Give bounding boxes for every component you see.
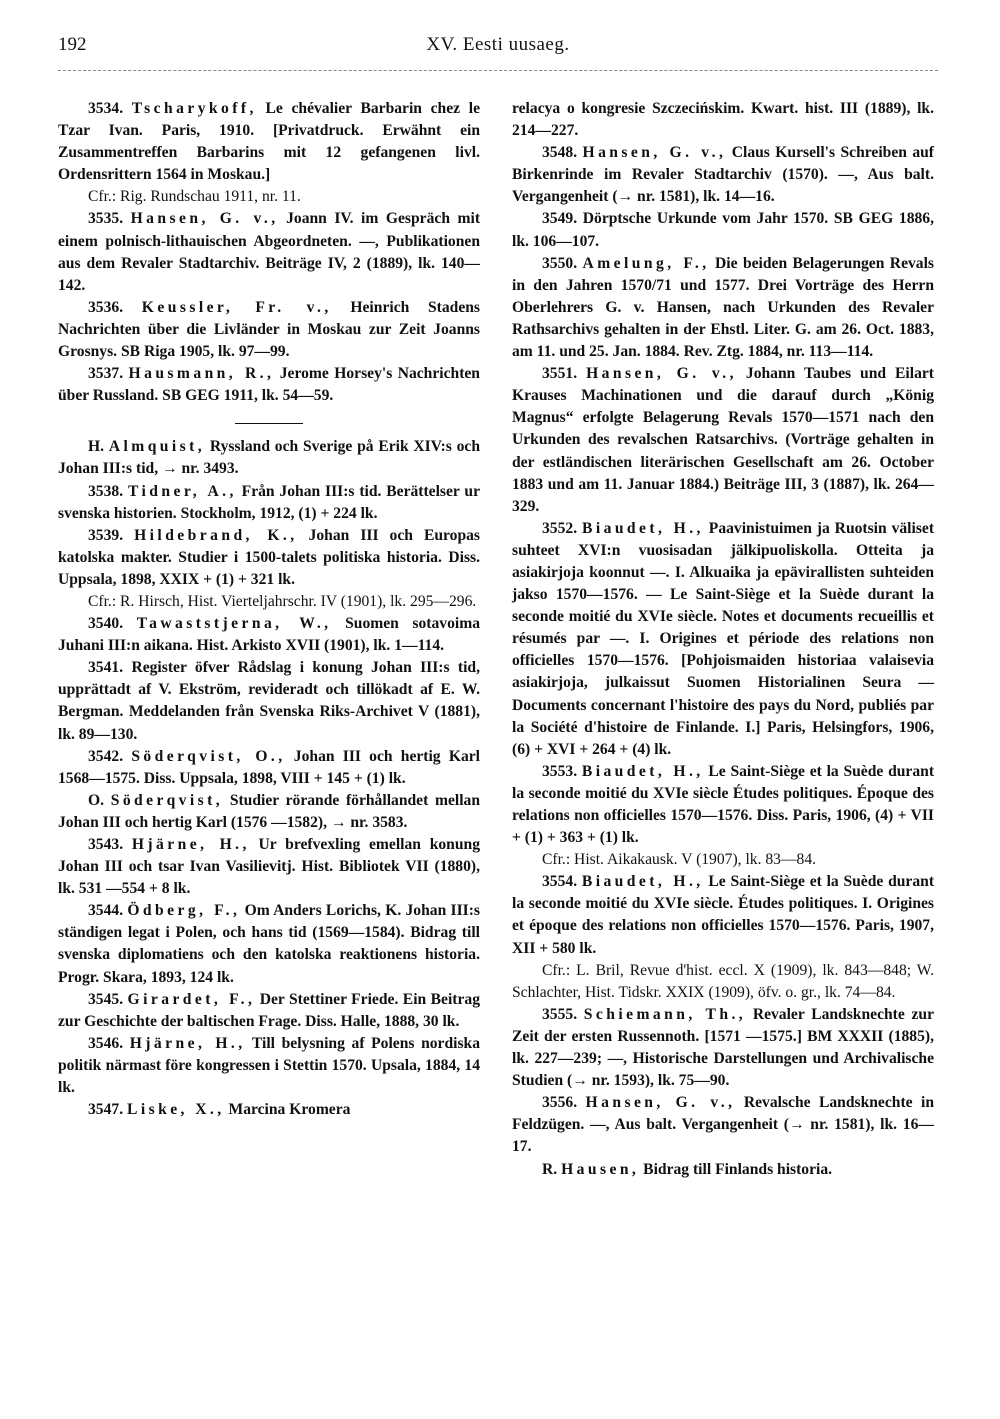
cfr-text: Cfr.: R. Hirsch, Hist. Vierteljahrschr. IV (1901), lk. 295—296. bbox=[88, 592, 477, 610]
entry-text: Paavinistuimen ja Ruotsin väliset suhteet XVI:n vuosisadan jälkipuoliskolla. Otteita ja asiakirjoja koonnut —. I. Alkuaika ja epävirallisten suhteiden jakso 1570—1576. — Le Saint-Siège et la Suède durant la seconde moitié du XVIe siècle. Notes et documents recueillis et résumés par —. I. Origines et période des relations non officielles 1570—1576. [Pohjoismaiden historiaa valaisevia asiakirjoja, julkaissut Suomen Historialinen Seura — Documents concernant l'histoire des pays du Nord, publiés par la Société d'histoire de Finlande. I.] Paris, Helsingfors, 1906, (6) + XVI + 264 + (4) lk. bbox=[512, 519, 935, 758]
bibliography-entry bbox=[58, 363, 480, 407]
author-initial: R. bbox=[542, 1160, 558, 1178]
entry-author: Hjärne, H., bbox=[131, 836, 250, 853]
entry-author: Liske, X., bbox=[127, 1101, 225, 1119]
bibliography-entry bbox=[58, 1099, 480, 1121]
entry-text: Die beiden Belagerungen Revals in den Jahren 1570/71 und 1577. Drei Vorträge des Herrn Oberlehrers G. v. Hansen, nach Urkunden des Revaler Rathsarchivs gehalten in der Ehstl. Liter. G. am 26. Oct. 1883, am 11. und 25. Jan. 1884. Rev. Ztg. 1884, nr. 113—114. bbox=[512, 254, 934, 361]
entry-text: relacya o kongresie Szczecińskim. Kwart. hist. III (1889), lk. 214—227. bbox=[512, 100, 934, 140]
entry-continuation bbox=[512, 98, 934, 142]
header-rule bbox=[58, 70, 938, 71]
entry-text: Om Anders Lorichs, K. Johan III:s ständigen legat i Polen, och hans tid (1569—1584). Bidrag till svenska diplomatiens och den katolska reaktionens historia. Progr. Skara, 1893, 124 lk. bbox=[58, 902, 480, 986]
bibliography-entry bbox=[58, 613, 480, 657]
entry-number: 3538. bbox=[88, 482, 124, 500]
entry-number: 3537. bbox=[88, 365, 124, 383]
bibliography-entry bbox=[58, 436, 480, 480]
bibliography-entry bbox=[512, 761, 934, 849]
entry-author: Tscharykoff, bbox=[131, 100, 257, 117]
entry-number: 3540. bbox=[88, 615, 124, 633]
section-separator bbox=[235, 423, 303, 424]
bibliography-entry bbox=[512, 363, 934, 518]
entry-text: Till belysning af Polens nordiska politik närmast före kongressen i Stettin 1570. Upsala, 1884, 14 lk. bbox=[58, 1034, 480, 1097]
review-reference bbox=[58, 591, 480, 613]
bibliography-entry bbox=[58, 98, 480, 186]
entry-author: Amelung, F., bbox=[582, 254, 710, 272]
entry-author: Girardet, F., bbox=[127, 990, 256, 1008]
bibliography-entry bbox=[512, 142, 934, 208]
cfr-text: Cfr.: Rig. Rundschau 1911, nr. 11. bbox=[88, 188, 301, 206]
bibliography-entry bbox=[58, 900, 480, 988]
entry-number: 3554. bbox=[542, 873, 578, 891]
entry-text: Register öfver Rådslag i konung Johan III:s tid, upprättadt af V. Ekström, revideradt och tillökadt af E. W. Bergman. Meddelanden från Svenska Riks-Archivet V (1881), lk. 89—130. bbox=[58, 659, 480, 743]
entry-author: Hansen, G. v., bbox=[130, 210, 279, 228]
entry-text: Marcina Kromera bbox=[224, 1101, 351, 1119]
entry-text: Från Johan III:s tid. Berättelser ur svenska historien. Stockholm, 1912, (1) + 224 lk. bbox=[58, 482, 480, 522]
entry-author: Hansen, G. v., bbox=[586, 365, 737, 383]
entry-author: Hildebrand, K., bbox=[134, 526, 298, 544]
bibliography-entry bbox=[58, 657, 480, 745]
bibliography-entry bbox=[58, 834, 480, 900]
entry-text: Revaler Landsknechte zur Zeit der ersten Russennoth. [1571 —1575.] BM XXXII (1885), lk. 227—239; —, Historische Darstellungen und Archivalische Studien (→ nr. 1593), lk. 75—90. bbox=[512, 1005, 934, 1090]
cfr-text: Cfr.: Hist. Aikakausk. V (1907), lk. 83—84. bbox=[542, 851, 817, 869]
entry-text: Le Saint-Siège et la Suède durant la seconde moitié du XVIe siècle Études politiques. Époque des relations non officielles 1570—1576. Diss. Paris, 1906, (4) + VII + (1) + 363 + (1) lk. bbox=[512, 762, 935, 847]
entry-number: 3536. bbox=[88, 298, 124, 316]
entry-text: Ryssland och Sverige på Erik XIV:s och Johan III:s tid, → nr. 3493. bbox=[58, 438, 480, 478]
entry-author: Söderqvist, O., bbox=[131, 747, 286, 765]
bibliography-entry bbox=[58, 525, 480, 591]
bibliography-entry bbox=[58, 989, 480, 1033]
bibliography-entry bbox=[512, 1004, 934, 1092]
review-reference bbox=[58, 186, 480, 208]
entry-author: Schiemann, Th., bbox=[583, 1005, 747, 1023]
entry-author: Biaudet, H., bbox=[582, 519, 704, 537]
entry-text: Claus Kursell's Schreiben auf Birkenrinde im Revaler Stadtarchiv (1570). —, Aus balt. Vergangenheit (→ nr. 1581), lk. 14—16. bbox=[512, 144, 935, 206]
entry-number: 3547. bbox=[88, 1101, 124, 1119]
bibliography-entry bbox=[58, 297, 480, 363]
entry-author: Söderqvist, bbox=[110, 791, 224, 809]
entry-text: Johan III och Europas katolska makter. Studier i 1500-talets politiska historia. Diss. Uppsala, 1898, XXIX + (1) + 321 lk. bbox=[58, 526, 480, 588]
bibliography-entry bbox=[58, 1033, 480, 1099]
entry-number: 3541. bbox=[88, 659, 124, 677]
entry-number: 3535. bbox=[88, 210, 124, 228]
entry-number: 3544. bbox=[88, 902, 124, 920]
bibliography-entry bbox=[58, 208, 480, 296]
entry-number: 3548. bbox=[542, 144, 578, 162]
entry-author: Biaudet, H., bbox=[581, 873, 704, 891]
entry-number: 3534. bbox=[88, 100, 124, 117]
entry-author: Ödberg, F., bbox=[127, 902, 241, 920]
entry-text: Joann IV. im Gespräch mit einem polnisch-lithauischen Abgeordneten. —, Publikationen aus dem Revaler Stadtarchiv. Beiträge IV, 2 (1889), lk. 140—142. bbox=[58, 210, 481, 294]
entry-text: Der Stettiner Friede. Ein Beitrag zur Geschichte der baltischen Frage. Diss. Halle, 1888, 30 lk. bbox=[58, 990, 480, 1030]
page-header bbox=[58, 34, 938, 62]
bibliography-entry bbox=[58, 790, 480, 834]
entry-number: 3542. bbox=[88, 747, 124, 765]
review-reference bbox=[512, 960, 934, 1004]
author-initial: H. bbox=[88, 438, 105, 456]
entry-number: 3553. bbox=[542, 762, 578, 780]
entry-author: Keussler, Fr. v., bbox=[141, 298, 332, 316]
entry-author: Tawaststjerna, W., bbox=[136, 615, 332, 633]
entry-text: Johan III och hertig Karl 1568—1575. Diss. Uppsala, 1898, VIII + 145 + (1) lk. bbox=[58, 747, 480, 787]
entry-number: 3555. bbox=[542, 1005, 578, 1023]
bibliography-entry bbox=[512, 1092, 934, 1158]
right-column bbox=[512, 98, 934, 1181]
page-number: 192 bbox=[58, 34, 87, 55]
entry-number: 3556. bbox=[542, 1094, 578, 1112]
entry-text: Revalsche Landsknechte in Feldzügen. —, Aus balt. Vergangenheit (→ nr. 1581), lk. 16—17. bbox=[512, 1094, 935, 1156]
bibliography-entry bbox=[58, 746, 480, 790]
entry-number: 3552. bbox=[542, 519, 578, 537]
entry-text: Jerome Horsey's Nachrichten über Russland. SB GEG 1911, lk. 54—59. bbox=[58, 365, 480, 405]
bibliography-entry bbox=[58, 481, 480, 525]
entry-author: Biaudet, H., bbox=[581, 762, 704, 780]
entry-author: Hjärne, H., bbox=[129, 1034, 246, 1052]
bibliography-entry bbox=[512, 208, 934, 252]
entry-number: 3539. bbox=[88, 526, 124, 544]
entry-number: 3549. bbox=[542, 210, 578, 228]
bibliography-entry bbox=[512, 1159, 934, 1181]
entry-text: Johann Taubes und Eilart Krauses Machinationen und die darauf durch „König Magnus“ erfolgte Belagerung Revals 1570—1571 nach den Urkunden des revalschen Ratsarchivs. (Vorträge gehalten in der estländischen literärischen Gesellschaft am 26. October 1883 und am 11. Januar 1884.) Beiträge III, 3 (1887), lk. 264—329. bbox=[512, 365, 935, 515]
bibliography-entry bbox=[512, 871, 934, 959]
author-initial: O. bbox=[88, 791, 105, 809]
entry-text: Bidrag till Finlands historia. bbox=[639, 1160, 833, 1178]
entry-text: Heinrich Stadens Nachrichten über die Livländer in Moskau zur Zeit Joanns Grosnys. SB Riga 1905, lk. 97—99. bbox=[58, 298, 480, 361]
review-reference bbox=[512, 849, 934, 871]
entry-author: Almquist, bbox=[108, 438, 206, 456]
running-title: XV. Eesti uusaeg. bbox=[426, 34, 570, 55]
entry-author: Hansen, G. v., bbox=[582, 144, 727, 162]
entry-number: 3551. bbox=[542, 365, 578, 383]
left-column bbox=[58, 98, 480, 1121]
entry-author: Hausmann, R., bbox=[128, 365, 275, 383]
entry-text: Le chévalier Barbarin chez le Tzar Ivan. Paris, 1910. [Privatdruck. Erwähnt ein Zusammentreffen Barbarins mit 12 gefangenen livl. Ordensrittern 1564 in Moskau.] bbox=[58, 100, 480, 184]
entry-text: Studier rörande förhållandet mellan Johan III och hertig Karl (1576 —1582), → nr. 3583. bbox=[58, 791, 480, 831]
entry-number: 3543. bbox=[88, 836, 124, 853]
bibliography-entry bbox=[512, 518, 934, 761]
entry-text: Dörptsche Urkunde vom Jahr 1570. SB GEG 1886, lk. 106—107. bbox=[512, 210, 935, 250]
bibliography-entry bbox=[512, 253, 934, 363]
entry-text: Ur brefvexling emellan konung Johan III och tsar Ivan Vasilievitj. Hist. Bibliotek VII (1880), lk. 531 —554 + 8 lk. bbox=[58, 836, 480, 898]
entry-author: Tidner, A., bbox=[127, 482, 237, 500]
entry-author: Hansen, G. v., bbox=[585, 1094, 736, 1112]
entry-text: Le Saint-Siège et la Suède durant la seconde moitié du XVIe siècle. Études politiques. I. Origines et époque des relations non officielles 1570—1576. Paris, 1907, XII + 580 lk. bbox=[512, 873, 935, 957]
entry-number: 3546. bbox=[88, 1034, 124, 1052]
entry-number: 3545. bbox=[88, 990, 124, 1008]
entry-number: 3550. bbox=[542, 254, 578, 272]
entry-author: Hausen, bbox=[561, 1160, 640, 1178]
entry-text: Suomen sotavoima Juhani III:n aikana. Hist. Arkisto XVII (1901), lk. 1—114. bbox=[58, 615, 481, 655]
cfr-text: Cfr.: L. Bril, Revue d'hist. eccl. X (1909), lk. 843—848; W. Schlachter, Hist. Tidskr. XXIX (1909), öfv. o. gr., lk. 74—84. bbox=[512, 961, 934, 1001]
